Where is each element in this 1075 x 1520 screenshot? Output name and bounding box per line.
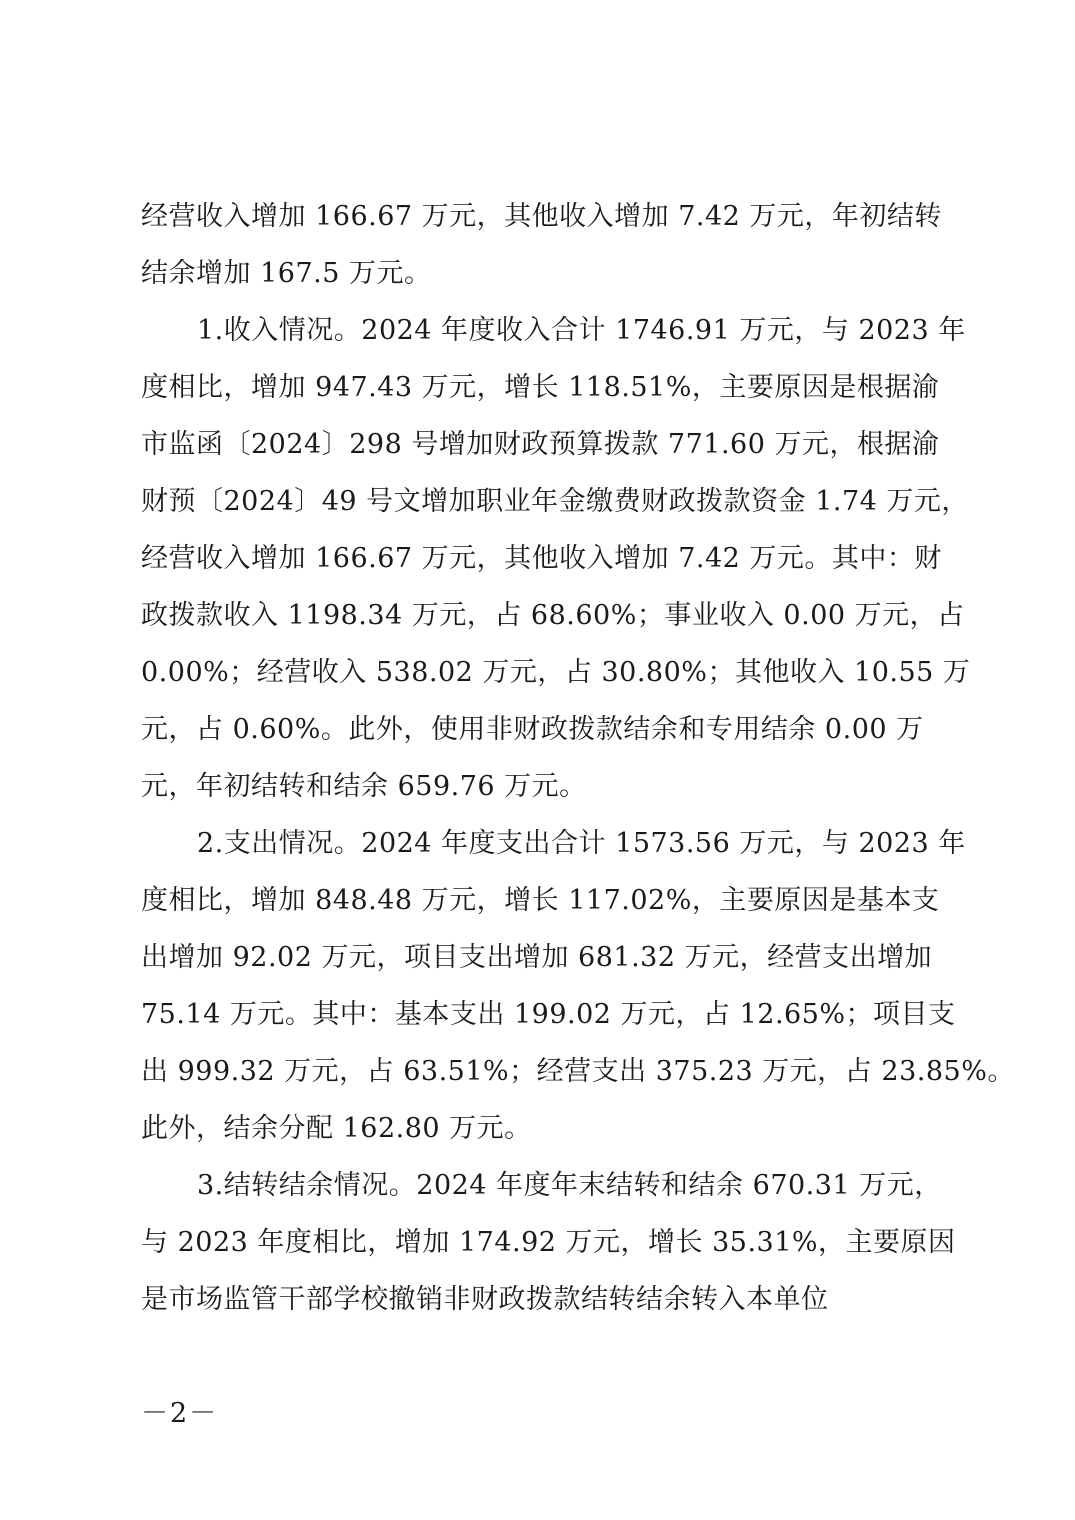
text-line: 0.00%；经营收入 538.02 万元，占 30.80%；其他收入 10.55 万	[141, 657, 971, 688]
section-balance-heading-line: 3.结转结余情况。2024 年度年末结转和结余 670.31 万元，	[197, 1170, 942, 1201]
page-number: －2－	[141, 1398, 219, 1429]
text-line: 75.14 万元。其中：基本支出 199.02 万元，占 12.65%；项目支	[141, 999, 956, 1030]
text-line: 元，占 0.60%。此外，使用非财政拨款结余和专用结余 0.00 万	[141, 714, 924, 745]
text-line: 政拨款收入 1198.34 万元，占 68.60%；事业收入 0.00 万元，占	[141, 600, 965, 631]
text-line: 度相比，增加 947.43 万元，增长 118.51%，主要原因是根据渝	[141, 372, 940, 403]
section-income-heading-line: 1.收入情况。2024 年度收入合计 1746.91 万元，与 2023 年	[197, 315, 966, 346]
text-line: 与 2023 年度相比，增加 174.92 万元，增长 35.31%，主要原因	[141, 1227, 956, 1258]
text-line: 此外，结余分配 162.80 万元。	[141, 1113, 532, 1144]
text-line: 结余增加 167.5 万元。	[141, 258, 432, 289]
text-line: 经营收入增加 166.67 万元，其他收入增加 7.42 万元。其中：财	[141, 543, 942, 574]
text-line: 是市场监管干部学校撤销非财政拨款结转结余转入本单位	[141, 1284, 829, 1315]
text-line: 财预〔2024〕49 号文增加职业年金缴费财政拨款资金 1.74 万元，	[141, 486, 969, 517]
text-line: 元，年初结转和结余 659.76 万元。	[141, 771, 587, 802]
body-text	[141, 188, 1015, 1328]
text-line: 出增加 92.02 万元，项目支出增加 681.32 万元，经营支出增加	[141, 942, 933, 973]
text-line: 市监函〔2024〕298 号增加财政预算拨款 771.60 万元，根据渝	[141, 429, 940, 460]
text-line: 出 999.32 万元，占 63.51%；经营支出 375.23 万元，占 23.85%。	[141, 1056, 1015, 1087]
section-expenditure-heading-line: 2.支出情况。2024 年度支出合计 1573.56 万元，与 2023 年	[197, 828, 966, 859]
text-line: 度相比，增加 848.48 万元，增长 117.02%，主要原因是基本支	[141, 885, 940, 916]
text-line: 经营收入增加 166.67 万元，其他收入增加 7.42 万元，年初结转	[141, 201, 942, 232]
